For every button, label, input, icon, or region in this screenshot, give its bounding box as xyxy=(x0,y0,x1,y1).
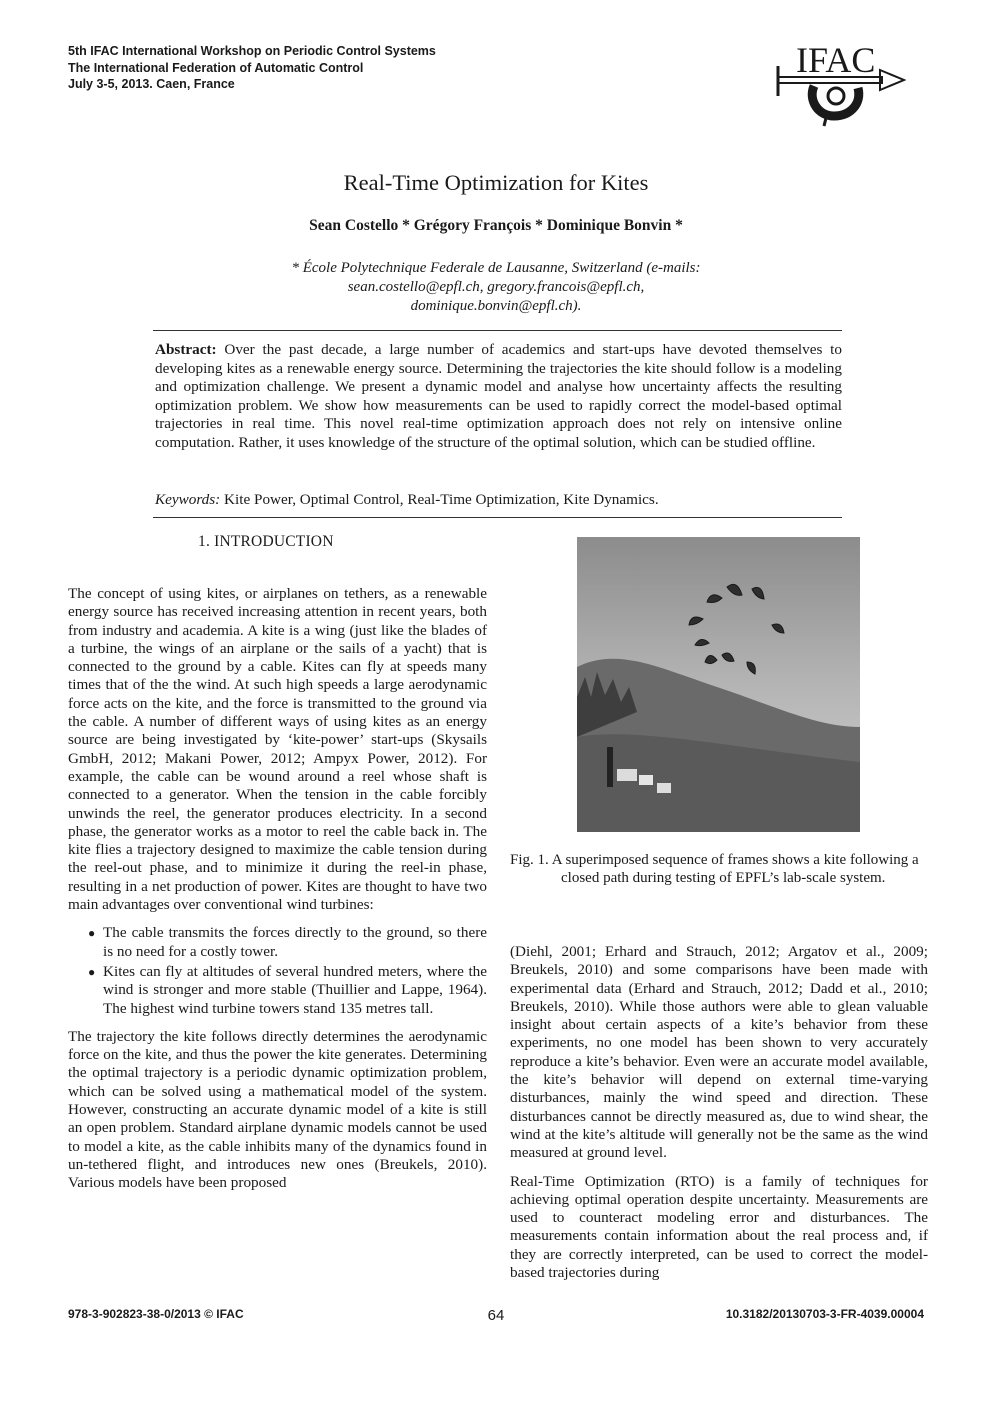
affiliation-line-2: sean.costello@epfl.ch, gregory.francois@epfl.ch, xyxy=(347,279,645,295)
keywords-label: Keywords: xyxy=(155,491,221,508)
abstract-bottom-rule xyxy=(153,517,842,518)
federation-name: The International Federation of Automatic Control xyxy=(68,60,364,75)
abstract-label: Abstract: xyxy=(155,341,217,358)
keywords-text: Kite Power, Optimal Control, Real-Time Optimization, Kite Dynamics. xyxy=(224,491,659,508)
right-paragraph-2: Real-Time Optimization (RTO) is a family of techniques for achieving optimal operation despite uncertainty. Measurements are used to counteract modeling error and disturbances. The measurements contain information about the real process and, if they are correctly interpreted, can be used to correct the model-based trajectories during xyxy=(510,1172,928,1282)
bullet-icon: ● xyxy=(88,926,96,941)
affiliation-line-1: * École Polytechnique Federale de Lausanne, Switzerland (e-mails: xyxy=(291,260,701,276)
paper-authors: Sean Costello * Grégory François * Dominique Bonvin * xyxy=(309,217,683,234)
footer-doi: 10.3182/20130703-3-FR-4039.00004 xyxy=(725,1307,924,1321)
page-number: 64 xyxy=(487,1307,505,1324)
abstract-text: Over the past decade, a large number of academics and start-ups have devoted themselves to developing kites as a renewable energy source. Determining the trajectories the kite should follow is a modeling and optimization challenge. We present a dynamic model and analyse how uncertainty affects the resulting optimization problem. We show how measurements can be used to rapidly correct the model-based optimal trajectories in real time. This novel real-time optimization approach does not rely on intensive online computation. Rather, it uses knowledge of the structure of the optimal solution, which can be studied offline. xyxy=(155,341,842,451)
intro-paragraph-1: The concept of using kites, or airplanes on tethers, as a renewable energy source has received increasing attention in recent years, both from industry and academia. A kite is a wing (just like the blades of a turbine, the wings of an airplane or the sails of a yacht) that is connected to the ground by a cable. Kites can fly at speeds many times that of the the wind. At such high speeds a large aerodynamic force acts on the kite, and the force is transmitted to the ground via the cable. A number of different ways of using kites as an energy source are being investigated by ‘kite-power’ start-ups (Skysails GmbH, 2012; Makani Power, 2012; Ampyx Power, 2012). For example, the cable can be wound around a reel whose shaft is connected to a generator. When the tension in the cable forcibly unwinds the reel, the generator produces electricity. In a second phase, the generator works as a motor to reel the cable back in. The kite flies a trajectory designed to maximize the cable tension during the reel-out phase, and to minimize it during the reel-in phase, resulting in a net production of power. Kites are thought to have two main advantages over conventional wind turbines: xyxy=(68,585,487,914)
author-affiliation xyxy=(0,259,992,316)
conference-date-location: July 3-5, 2013. Caen, France xyxy=(68,77,235,91)
ifac-logo xyxy=(774,38,906,128)
affiliation-line-3: dominique.bonvin@epfl.ch). xyxy=(410,298,582,314)
bullet-icon: ● xyxy=(88,964,96,979)
conference-name: 5th IFAC International Workshop on Periodic Control Systems xyxy=(68,44,436,58)
right-paragraph-1: (Diehl, 2001; Erhard and Strauch, 2012; Argatov et al., 2009; Breukels, 2010) and some comparisons have been made with experimental data (Erhard and Strauch, 2012; Dadd et al., 2010; Breukels, 2010). While those authors were able to glean valuable insight about certain aspects of a kite’s behavior from these experiments, no one model has been shown to very accurately reproduce a kite’s behavior. Even were an accurate model available, the kite’s behavior will depend on external time-varying disturbances, mainly the wind speed and direction. These disturbances cannot be directly measured as, due to wind shear, the wind at the kite’s altitude will generally not be the same as the wind measured at ground level. xyxy=(510,943,928,1162)
paper-title: Real-Time Optimization for Kites xyxy=(343,170,649,195)
ifac-logo-text: IFAC xyxy=(796,40,876,80)
left-column xyxy=(68,585,487,1203)
abstract-top-rule xyxy=(153,330,842,331)
right-column xyxy=(510,943,928,1292)
kite-photo xyxy=(577,537,860,832)
list-item xyxy=(68,924,487,961)
abstract xyxy=(155,341,842,453)
conference-header xyxy=(68,43,436,93)
keywords xyxy=(155,491,842,510)
figure-caption-text: A superimposed sequence of frames shows a kite following a closed path during testing of EPFL’s lab-scale system. xyxy=(551,852,919,887)
list-item xyxy=(68,963,487,1018)
figure-label: Fig. 1. xyxy=(510,852,549,868)
intro-paragraph-2: The trajectory the kite follows directly determines the aerodynamic force on the kite, and thus the power the kite generates. Determining the optimal trajectory is a periodic dynamic optimization problem, which can be solved using a mathematical model of the system. However, constructing an accurate dynamic model of a kite is still an open problem. Standard airplane dynamic models cannot be used to model a kite, as the cable inhibits many of the dynamics found in un-tethered flight, and introduces new ones (Breukels, 2010). Various models have been proposed xyxy=(68,1027,487,1192)
section-heading: 1. INTRODUCTION xyxy=(198,533,334,550)
advantages-list xyxy=(68,924,487,1017)
footer-isbn: 978-3-902823-38-0/2013 © IFAC xyxy=(68,1307,244,1321)
list-item-text: Kites can fly at altitudes of several hundred meters, where the wind is stronger and more stable (Thuillier and Lappe, 1964). The highest wind turbine towers stand 135 metres tall. xyxy=(103,962,487,1017)
figure-caption xyxy=(510,851,928,888)
list-item-text: The cable transmits the forces directly to the ground, so there is no need for a costly tower. xyxy=(103,924,487,960)
